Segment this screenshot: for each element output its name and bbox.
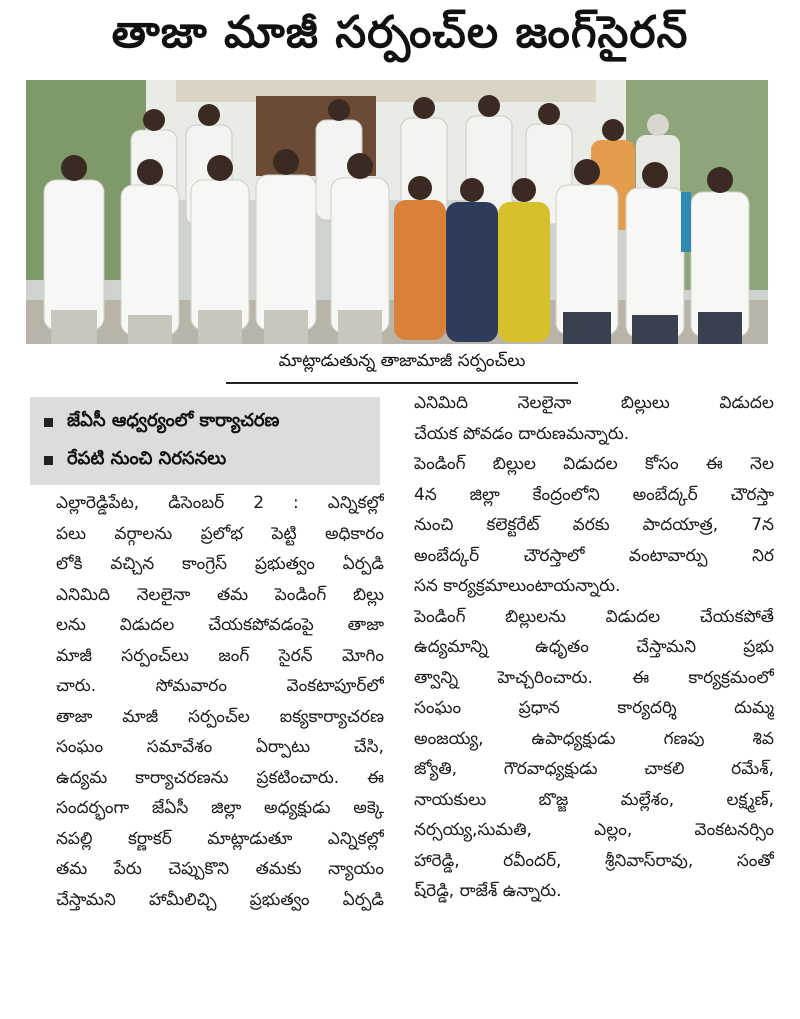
article-line: లను విడుదల చేయకపోవడంపై తాజా	[56, 615, 384, 635]
article-line: సంఘం సమావేశం ఏర్పాటు చేసి,	[56, 737, 384, 757]
article-line: ఎనిమిది నెలలైనా బిల్లులు విడుదల	[414, 393, 774, 413]
article-line: సందర్భంగా జేఏసీ జిల్లా అధ్యక్షుడు అక్కె	[56, 798, 384, 818]
article-line: జ్యోతి, గౌరవాధ్యక్షుడు చాకలి రమేశ్,	[414, 759, 774, 779]
highlight-text: జేఏసీ ఆధ్వర్యంలో కార్యాచరణ	[67, 409, 280, 431]
article-line: పెండింగ్ బిల్లుల విడుదల కోసం ఈ నెల	[414, 454, 774, 474]
article-line: ఉద్యమాన్ని ఉధృతం చేస్తామని ప్రభు	[414, 637, 774, 657]
caption-underline	[226, 382, 578, 384]
article-line: లోకి వచ్చిన కాంగ్రెస్ ప్రభుత్వం ఏర్పడి	[56, 554, 384, 574]
article-line: చారు. సోమవారం వెంకటాపూర్‌లో	[56, 676, 384, 696]
bullet-icon	[44, 456, 53, 465]
article-line: చేయక పోవడం దారుణమన్నారు.	[414, 423, 630, 444]
highlight-item	[30, 441, 380, 479]
article-line: తాజా మాజీ సర్పంచ్‌ల ఐక్యకార్యాచరణ	[56, 706, 384, 727]
group-photo-illustration	[26, 80, 768, 344]
article-line: ష్‌రెడ్డి, రాజేశ్ ఉన్నారు.	[414, 881, 562, 901]
article-line: పలు వర్గాలను ప్రలోభ పెట్టి అధికారం	[56, 523, 384, 544]
article-line: 4న జిల్లా కేంద్రంలోని అంబేద్కర్ చౌరస్తా	[414, 484, 774, 505]
article-line: త్వాన్ని హెచ్చరించారు. ఈ కార్యక్రమంలో	[414, 667, 774, 688]
photo-caption: మాట్లాడుతున్న తాజామాజీ సర్పంచ్‌లు	[278, 351, 526, 371]
group-photo	[26, 80, 768, 344]
article-line: ఉద్యమ కార్యాచరణను ప్రకటించారు. ఈ	[56, 767, 384, 788]
highlights-box	[30, 397, 380, 485]
article-line: తమ పేరు చెప్పుకొని తమకు న్యాయం	[56, 859, 384, 879]
article-line: సంఘం ప్రధాన కార్యదర్శి దుమ్మ	[414, 698, 774, 718]
highlight-item	[30, 403, 380, 441]
article-line: మాజీ సర్పంచ్‌లు జంగ్ సైరన్ మోగిం	[56, 645, 384, 666]
article-line: హారెడ్డి, రవీందర్, శ్రీనివాస్‌రావు, సంతో	[414, 850, 774, 871]
highlight-text: రేపటి నుంచి నిరసనలు	[67, 447, 227, 469]
article-line: సన కార్యక్రమాలుంటాయన్నారు.	[414, 576, 621, 596]
article-line: పెండింగ్ బిల్లులను విడుదల చేయకపోతే	[414, 606, 774, 627]
article-line: నాయకులు బొజ్జ మల్లేశం, లక్ష్మణ్,	[414, 789, 774, 810]
article-line: చేస్తామని హామీలిచ్చి ప్రభుత్వం ఏర్పడి	[56, 889, 384, 910]
bullet-icon	[44, 418, 53, 427]
article-line: ఎనిమిది నెలలైనా తమ పెండింగ్ బిల్లు	[56, 584, 384, 605]
article-line: నుంచి కలెక్టరేట్ వరకు పాదయాత్ర, 7న	[414, 515, 774, 535]
article-line: అంబేద్కర్ చౌరస్తాలో వంటావార్పు నిర	[414, 545, 774, 566]
headline: తాజా మాజీ సర్పంచ్‌ల జంగ్‌సైరన్	[111, 7, 689, 58]
article-line: నర్సయ్య,సుమతి, ఎల్లం, వెంకటనర్సిం	[414, 820, 774, 840]
article-line: నపల్లి కర్ణాకర్ మాట్లాడుతూ ఎన్నికల్లో	[56, 828, 384, 849]
article-right-column	[414, 388, 774, 901]
article-line: అంజయ్య, ఉపాధ్యక్షుడు గణపు శివ	[414, 728, 774, 749]
article-line: ఎల్లారెడ్డిపేట, డిసెంబర్ 2 : ఎన్నికల్లో	[56, 493, 384, 513]
article-left-column	[56, 488, 384, 988]
